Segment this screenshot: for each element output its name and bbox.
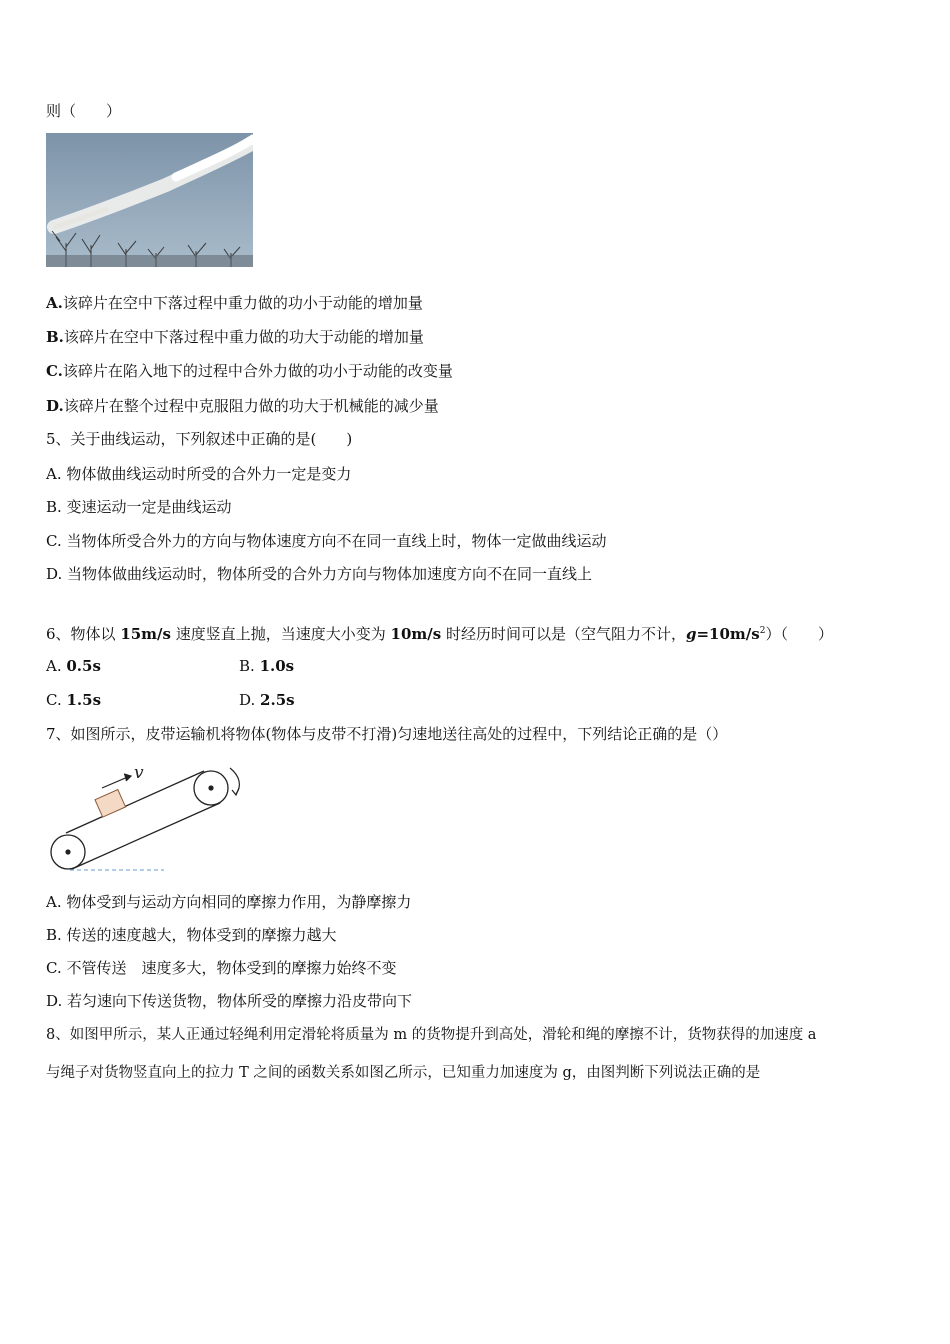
q8-stem-line2: 与绳子对货物竖直向上的拉力 T 之间的函数关系如图乙所示，已知重力加速度为 g，由图判断下列说法正确的是 bbox=[46, 1065, 761, 1081]
q6-option-c[interactable]: C. 1.5s bbox=[46, 691, 102, 709]
cargo-box bbox=[95, 790, 126, 818]
q4-option-a[interactable]: A.该碎片在空中下落过程中重力做的功小于动能的增加量 bbox=[46, 294, 423, 312]
q5-option-c[interactable]: C. 当物体所受合外力的方向与物体速度方向不在同一直线上时，物体一定做曲线运动 bbox=[46, 532, 607, 550]
q6-option-d[interactable]: D. 2.5s bbox=[239, 691, 295, 709]
q7-option-d[interactable]: D. 若匀速向下传送货物，物体所受的摩擦力沿皮带向下 bbox=[46, 992, 413, 1010]
q4-option-b[interactable]: B.该碎片在空中下落过程中重力做的功大于动能的增加量 bbox=[46, 328, 424, 346]
q6-option-a[interactable]: A. 0.5s bbox=[46, 657, 101, 675]
belt-bottom-edge bbox=[72, 803, 220, 869]
q7-option-c[interactable]: C. 不管传送 速度多大，物体受到的摩擦力始终不变 bbox=[46, 959, 397, 977]
q5-stem: 5、关于曲线运动，下列叙述中正确的是( ) bbox=[46, 430, 353, 448]
q7-option-b[interactable]: B. 传送的速度越大，物体受到的摩擦力越大 bbox=[46, 926, 337, 944]
q5-option-a[interactable]: A. 物体做曲线运动时所受的合外力一定是变力 bbox=[46, 465, 352, 483]
conveyor-belt-diagram bbox=[46, 758, 256, 874]
q8-stem-line1: 8、如图甲所示，某人正通过轻绳利用定滑轮将质量为 m 的货物提升到高处，滑轮和绳的摩擦不计，货物获得的加速度 a bbox=[46, 1027, 817, 1043]
q5-option-d[interactable]: D. 当物体做曲线运动时，物体所受的合外力方向与物体加速度方向不在同一直线上 bbox=[46, 565, 593, 583]
q6-option-b[interactable]: B. 1.0s bbox=[239, 657, 295, 675]
velocity-label: v bbox=[134, 763, 144, 783]
q5-option-b[interactable]: B. 变速运动一定是曲线运动 bbox=[46, 498, 232, 516]
q4-stem: 则（ ） bbox=[46, 102, 122, 120]
q7-stem: 7、如图所示，皮带运输机将物体(物体与皮带不打滑)匀速地送往高处的过程中，下列结论正确的是（） bbox=[46, 725, 728, 743]
q4-option-d[interactable]: D.该碎片在整个过程中克服阻力做的功大于机械能的减少量 bbox=[46, 397, 439, 415]
q6-stem: 6、物体以 15m/s 速度竖直上抛，当速度大小变为 10m/s 时经历时间可以是（空气阻力不计，$g=10m/s^2$）（ ） bbox=[46, 625, 833, 643]
q4-option-c[interactable]: C.该碎片在陷入地下的过程中合外力做的功小于动能的改变量 bbox=[46, 362, 453, 380]
meteor-photo bbox=[46, 133, 253, 267]
q7-option-a[interactable]: A. 物体受到与运动方向相同的摩擦力作用，为静摩擦力 bbox=[46, 893, 412, 911]
